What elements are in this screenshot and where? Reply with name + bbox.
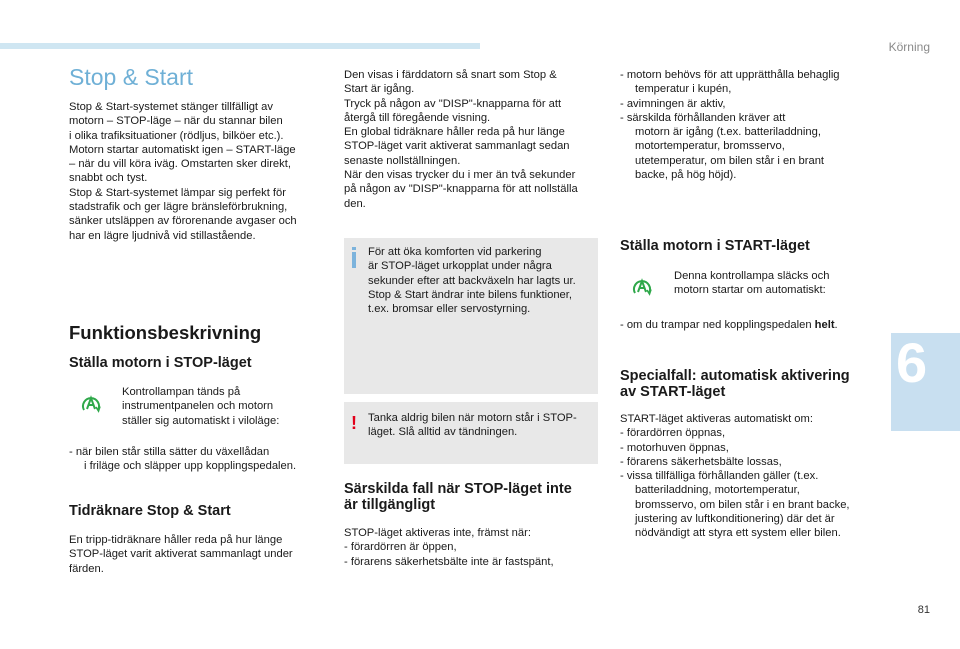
- stop-lamp-text: Kontrollampan tänds på instrumentpanelen och motorn ställer sig automatiskt i viloläge:: [122, 386, 280, 427]
- intro-line: har en lägre ljudnivå vid stillastående.: [69, 229, 256, 242]
- warning-icon: !: [351, 413, 357, 433]
- special-cases-text: STOP-läget aktiveras inte, främst när: - förardörren är öppen, - förarens säkerhetsbälte inte är fastspänt,: [344, 527, 554, 568]
- heading-function: Funktionsbeskrivning: [69, 322, 262, 343]
- heading-auto-start: Specialfall: automatisk aktivering av START-läget: [620, 368, 850, 400]
- auto-stop-lamp-icon: [80, 393, 102, 415]
- intro-line: – när du vill köra iväg. Omstarten sker direkt,: [69, 158, 291, 171]
- heading-special-cases: Särskilda fall när STOP-läget inte är tillgängligt: [344, 481, 572, 513]
- start-lamp-text: Denna kontrollampa släcks och motorn startar om automatiskt:: [674, 270, 830, 297]
- warning-note-text: Tanka aldrig bilen när motorn står i STOP- läget. Slå alltid av tändningen.: [368, 412, 577, 439]
- page-number: 81: [917, 604, 930, 616]
- info-note-text: För att öka komforten vid parkering är STOP-läget urkopplat under några sekunder efter att backväxeln har lagts ur. Stop & Start ändrar inte bilens funktioner, t.ex. bromsar eller servostyrning.: [368, 246, 576, 316]
- intro-line: Motorn startar automatiskt igen – START-läge: [69, 143, 296, 156]
- auto-start-text: START-läget aktiveras automatiskt om: - förardörren öppnas, - motorhuven öppnas, - förarens säkerhetsbälte lossas, - vissa tillfälliga förhållanden gäller (t.ex. batteriladdning, motortemperatur, bromsservo, om bilen står i en brant backe, justering av luftkonditionering) där det är nödvändigt att styra ett system eller bilen.: [620, 413, 850, 540]
- info-icon: [352, 247, 356, 250]
- auto-start-lamp-icon: [631, 276, 653, 298]
- intro-line: Stop & Start-systemet lämpar sig perfekt för: [69, 186, 286, 199]
- heading-stop-mode: Ställa motorn i STOP-läget: [69, 355, 252, 371]
- intro-text: [69, 100, 321, 243]
- timer-text: En tripp-tidräknare håller reda på hur länge STOP-läget varit aktiverat sammanlagt under färden.: [69, 534, 293, 575]
- intro-line: i olika trafiksituationer (rödljus, bilköer etc.).: [69, 129, 284, 142]
- stop-exceptions-list: - motorn behövs för att upprätthålla behaglig temperatur i kupén, - avimningen är aktiv, - särskilda förhållanden kräver att motorn är igång (t.ex. batteriladdning, motortemperatur, bromsservo, utetemperatur, om bilen står i en brant backe, på hög höjd).: [620, 69, 840, 182]
- intro-line: Stop & Start-systemet stänger tillfälligt av: [69, 101, 273, 113]
- section-label: Körning: [888, 40, 930, 54]
- timer-display-text: Den visas i färddatorn så snart som Stop & Start är igång. Tryck på någon av "DISP"-knapparna för att återgå till föregående visning. En global tidräknare håller reda på hur länge STOP-läget varit aktiverat sammanlagt sedan senaste nollställningen. När den visas trycker du i mer än två sekunder på någon av "DISP"-knapparna för att nollställa den.: [344, 69, 578, 210]
- heading-timer: Tidräknare Stop & Start: [69, 503, 231, 519]
- chapter-number: 6: [896, 331, 928, 394]
- intro-line: stadstrafik och ger lägre bränsleförbrukning,: [69, 201, 288, 214]
- intro-line: motorn – STOP-läge – när du stannar bilen: [69, 115, 283, 128]
- intro-line: sänker utsläppen av förorenande avgaser och: [69, 215, 297, 228]
- page-title: Stop & Start: [69, 64, 194, 90]
- stop-condition-item: - när bilen står stilla sätter du växellådan i friläge och släpper upp kopplingspedalen.: [69, 446, 297, 473]
- header-bar: [0, 43, 480, 49]
- start-condition-item: - om du trampar ned kopplingspedalen helt.: [620, 319, 838, 331]
- intro-line: snabbt och tyst.: [69, 172, 148, 185]
- heading-start-mode: Ställa motorn i START-läget: [620, 238, 810, 254]
- info-icon-bar: [352, 252, 356, 268]
